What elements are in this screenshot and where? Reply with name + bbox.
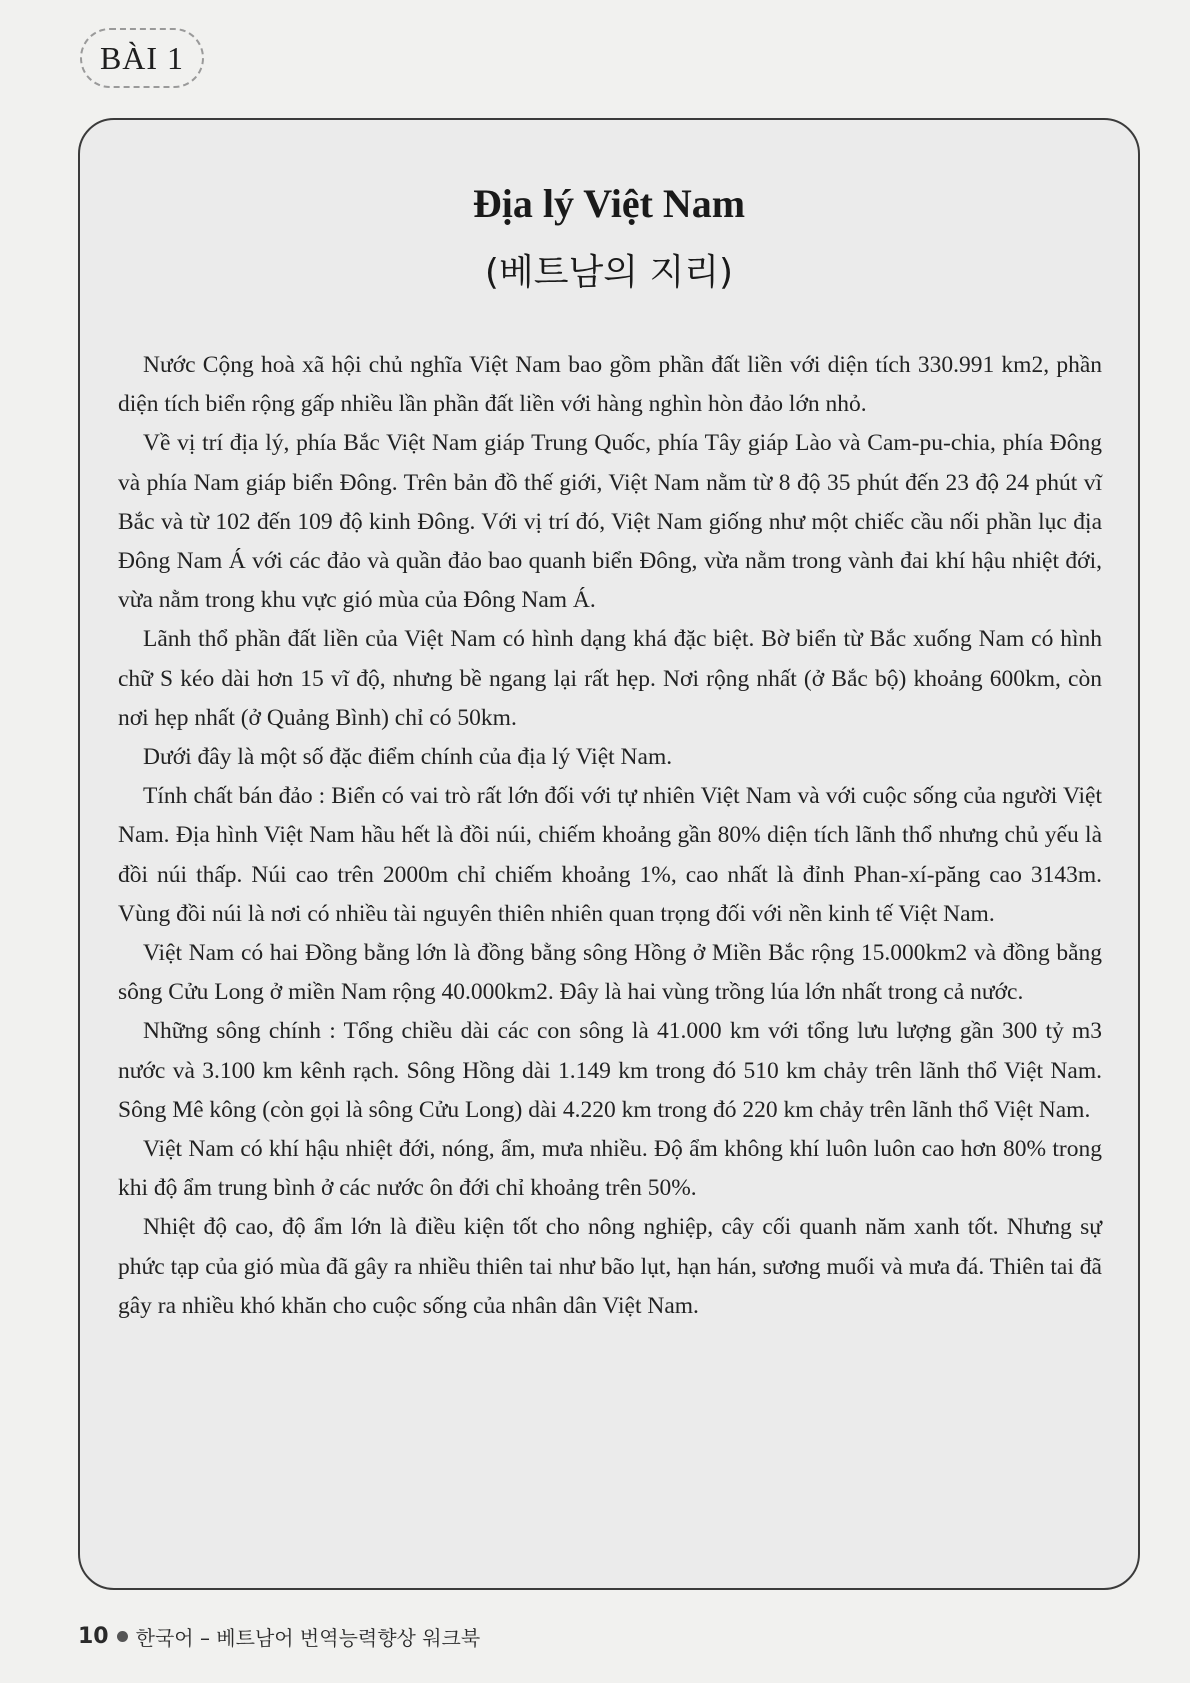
content-box (78, 118, 1140, 1590)
bullet-icon (117, 1631, 128, 1642)
paragraph-7: Những sông chính : Tổng chiều dài các con sông là 41.000 km với tổng lưu lượng gần 300 tỷ m3 nước và 3.100 km kênh rạch. Sông Hồng dài 1.149 km trong đó 510 km chảy trên lãnh thổ Việt Nam. Sông Mê kông (còn gọi là sông Cửu Long) dài 4.220 km trong đó 220 km chảy trên lãnh thổ Việt Nam. (118, 1018, 1102, 1123)
paragraph-8: Việt Nam có khí hậu nhiệt đới, nóng, ẩm, mưa nhiều. Độ ẩm không khí luôn luôn cao hơn 80% trong khi độ ẩm trung bình ở các nước ôn đới chỉ khoảng trên 50%. (118, 1136, 1102, 1202)
book-title: 한국어 – 베트남어 번역능력향상 워크북 (135, 1626, 481, 1650)
page-subtitle: (베트남의 지리) (484, 252, 734, 293)
paragraph-5: Tính chất bán đảo : Biển có vai trò rất lớn đối với tự nhiên Việt Nam và với cuộc sống của người Việt Nam. Địa hình Việt Nam hầu hết là đồi núi, chiếm khoảng gần 80% diện tích lãnh thổ nhưng chủ yếu là đồi núi thấp. Núi cao trên 2000m chỉ chiếm khoảng 1%, cao nhất là đỉnh Phan-xí-păng cao 3143m. Vùng đồi núi là nơi có nhiều tài nguyên thiên nhiên quan trọng đối với nền kinh tế Việt Nam. (118, 783, 1102, 927)
paragraph-3: Lãnh thổ phần đất liền của Việt Nam có hình dạng khá đặc biệt. Bờ biển từ Bắc xuống Nam có hình chữ S kéo dài hơn 15 vĩ độ, nhưng bề ngang lại rất hẹp. Nơi rộng nhất (ở Bắc bộ) khoảng 600km, còn nơi hẹp nhất (ở Quảng Bình) chỉ có 50km. (118, 626, 1102, 731)
paragraph-2: Về vị trí địa lý, phía Bắc Việt Nam giáp Trung Quốc, phía Tây giáp Lào và Cam-pu-chia, phía Đông và phía Nam giáp biển Đông. Trên bản đồ thế giới, Việt Nam nằm từ 8 độ 35 phút đến 23 độ 24 phút vĩ Bắc và từ 102 đến 109 độ kinh Đông. Với vị trí đó, Việt Nam giống như một chiếc cầu nối phần lục địa Đông Nam Á với các đảo và quần đảo bao quanh biển Đông, vừa nằm trong vành đai khí hậu nhiệt đới, vừa nằm trong khu vực gió mùa của Đông Nam Á. (118, 430, 1102, 614)
paragraph-4: Dưới đây là một số đặc điểm chính của địa lý Việt Nam. (143, 744, 673, 771)
paragraph-1: Nước Cộng hoà xã hội chủ nghĩa Việt Nam bao gồm phần đất liền với diện tích 330.991 km2, phần diện tích biển rộng gấp nhiều lần phần đất liền với hàng nghìn hòn đảo lớn nhỏ. (118, 352, 1102, 418)
lesson-tag: BÀI 1 (80, 28, 204, 88)
paragraph-6: Việt Nam có hai Đồng bằng lớn là đồng bằng sông Hồng ở Miền Bắc rộng 15.000km2 và đồng bằng sông Cửu Long ở miền Nam rộng 40.000km2. Đây là hai vùng trồng lúa lớn nhất trong cả nước. (118, 940, 1102, 1006)
page-footer (78, 1622, 480, 1651)
page-title: Địa lý Việt Nam (472, 181, 746, 226)
paragraph-9: Nhiệt độ cao, độ ẩm lớn là điều kiện tốt cho nông nghiệp, cây cối quanh năm xanh tốt. Nhưng sự phức tạp của gió mùa đã gây ra nhiều thiên tai như bão lụt, hạn hán, sương muối và mưa đá. Thiên tai đã gây ra nhiều khó khăn cho cuộc sống của nhân dân Việt Nam. (118, 1214, 1102, 1319)
page-number: 10 (78, 1624, 109, 1649)
body-text (118, 346, 1102, 1326)
